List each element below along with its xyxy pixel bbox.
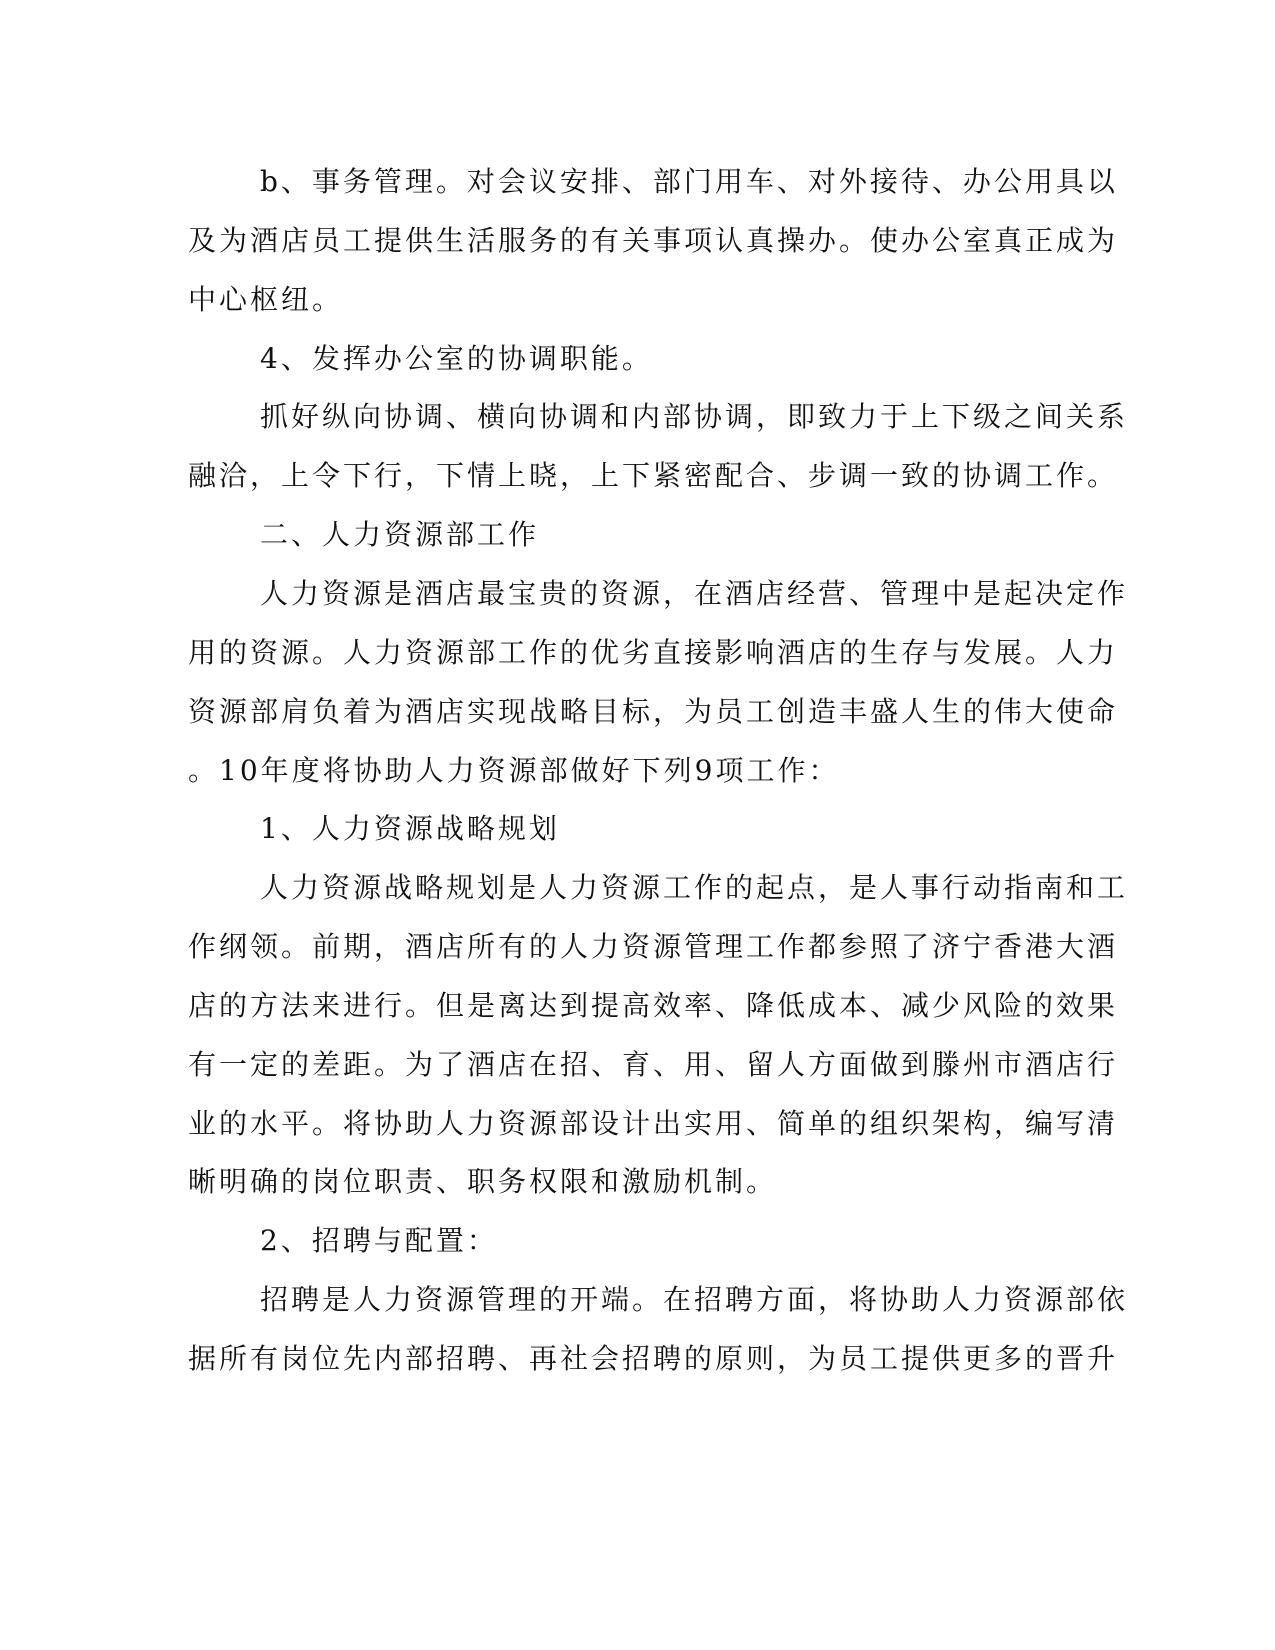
section-heading: 二、人力资源部工作: [260, 518, 540, 551]
paragraph-line: 资源部肩负着为酒店实现战略目标，为员工创造丰盛人生的伟大使命: [188, 695, 1119, 728]
paragraph-line: 业的水平。将协助人力资源部设计出实用、简单的组织架构，编写清: [188, 1107, 1119, 1140]
paragraph-line: 作纲领。前期，酒店所有的人力资源管理工作都参照了济宁香港大酒: [188, 930, 1119, 963]
paragraph-line: 人力资源战略规划是人力资源工作的起点，是人事行动指南和工: [260, 871, 1129, 904]
paragraph-line: 店的方法来进行。但是离达到提高效率、降低成本、减少风险的效果: [188, 989, 1119, 1022]
paragraph-line: 。10年度将协助人力资源部做好下列9项工作：: [188, 754, 840, 787]
paragraph-line: b、事务管理。对会议安排、部门用车、对外接待、办公用具以: [260, 165, 1118, 198]
paragraph-line: 融洽，上令下行，下情上晓，上下紧密配合、步调一致的协调工作。: [188, 459, 1119, 492]
section-heading: 2、招聘与配置：: [260, 1224, 498, 1257]
paragraph-line: 用的资源。人力资源部工作的优劣直接影响酒店的生存与发展。人力: [188, 636, 1119, 669]
paragraph-line: 及为酒店员工提供生活服务的有关事项认真操办。使办公室真正成为: [188, 224, 1119, 257]
section-heading: 4、发挥办公室的协调职能。: [260, 342, 653, 375]
paragraph-line: 有一定的差距。为了酒店在招、育、用、留人方面做到滕州市酒店行: [188, 1048, 1119, 1081]
paragraph-line: 据所有岗位先内部招聘、再社会招聘的原则，为员工提供更多的晋升: [188, 1342, 1119, 1375]
paragraph-line: 晰明确的岗位职责、职务权限和激励机制。: [188, 1165, 778, 1198]
paragraph-line: 抓好纵向协调、横向协调和内部协调，即致力于上下级之间关系: [260, 400, 1129, 433]
paragraph-line: 中心枢纽。: [188, 283, 344, 316]
section-heading: 1、人力资源战略规划: [260, 812, 560, 845]
paragraph-line: 人力资源是酒店最宝贵的资源，在酒店经营、管理中是起决定作: [260, 577, 1129, 610]
paragraph-line: 招聘是人力资源管理的开端。在招聘方面，将协助人力资源部依: [260, 1283, 1129, 1316]
